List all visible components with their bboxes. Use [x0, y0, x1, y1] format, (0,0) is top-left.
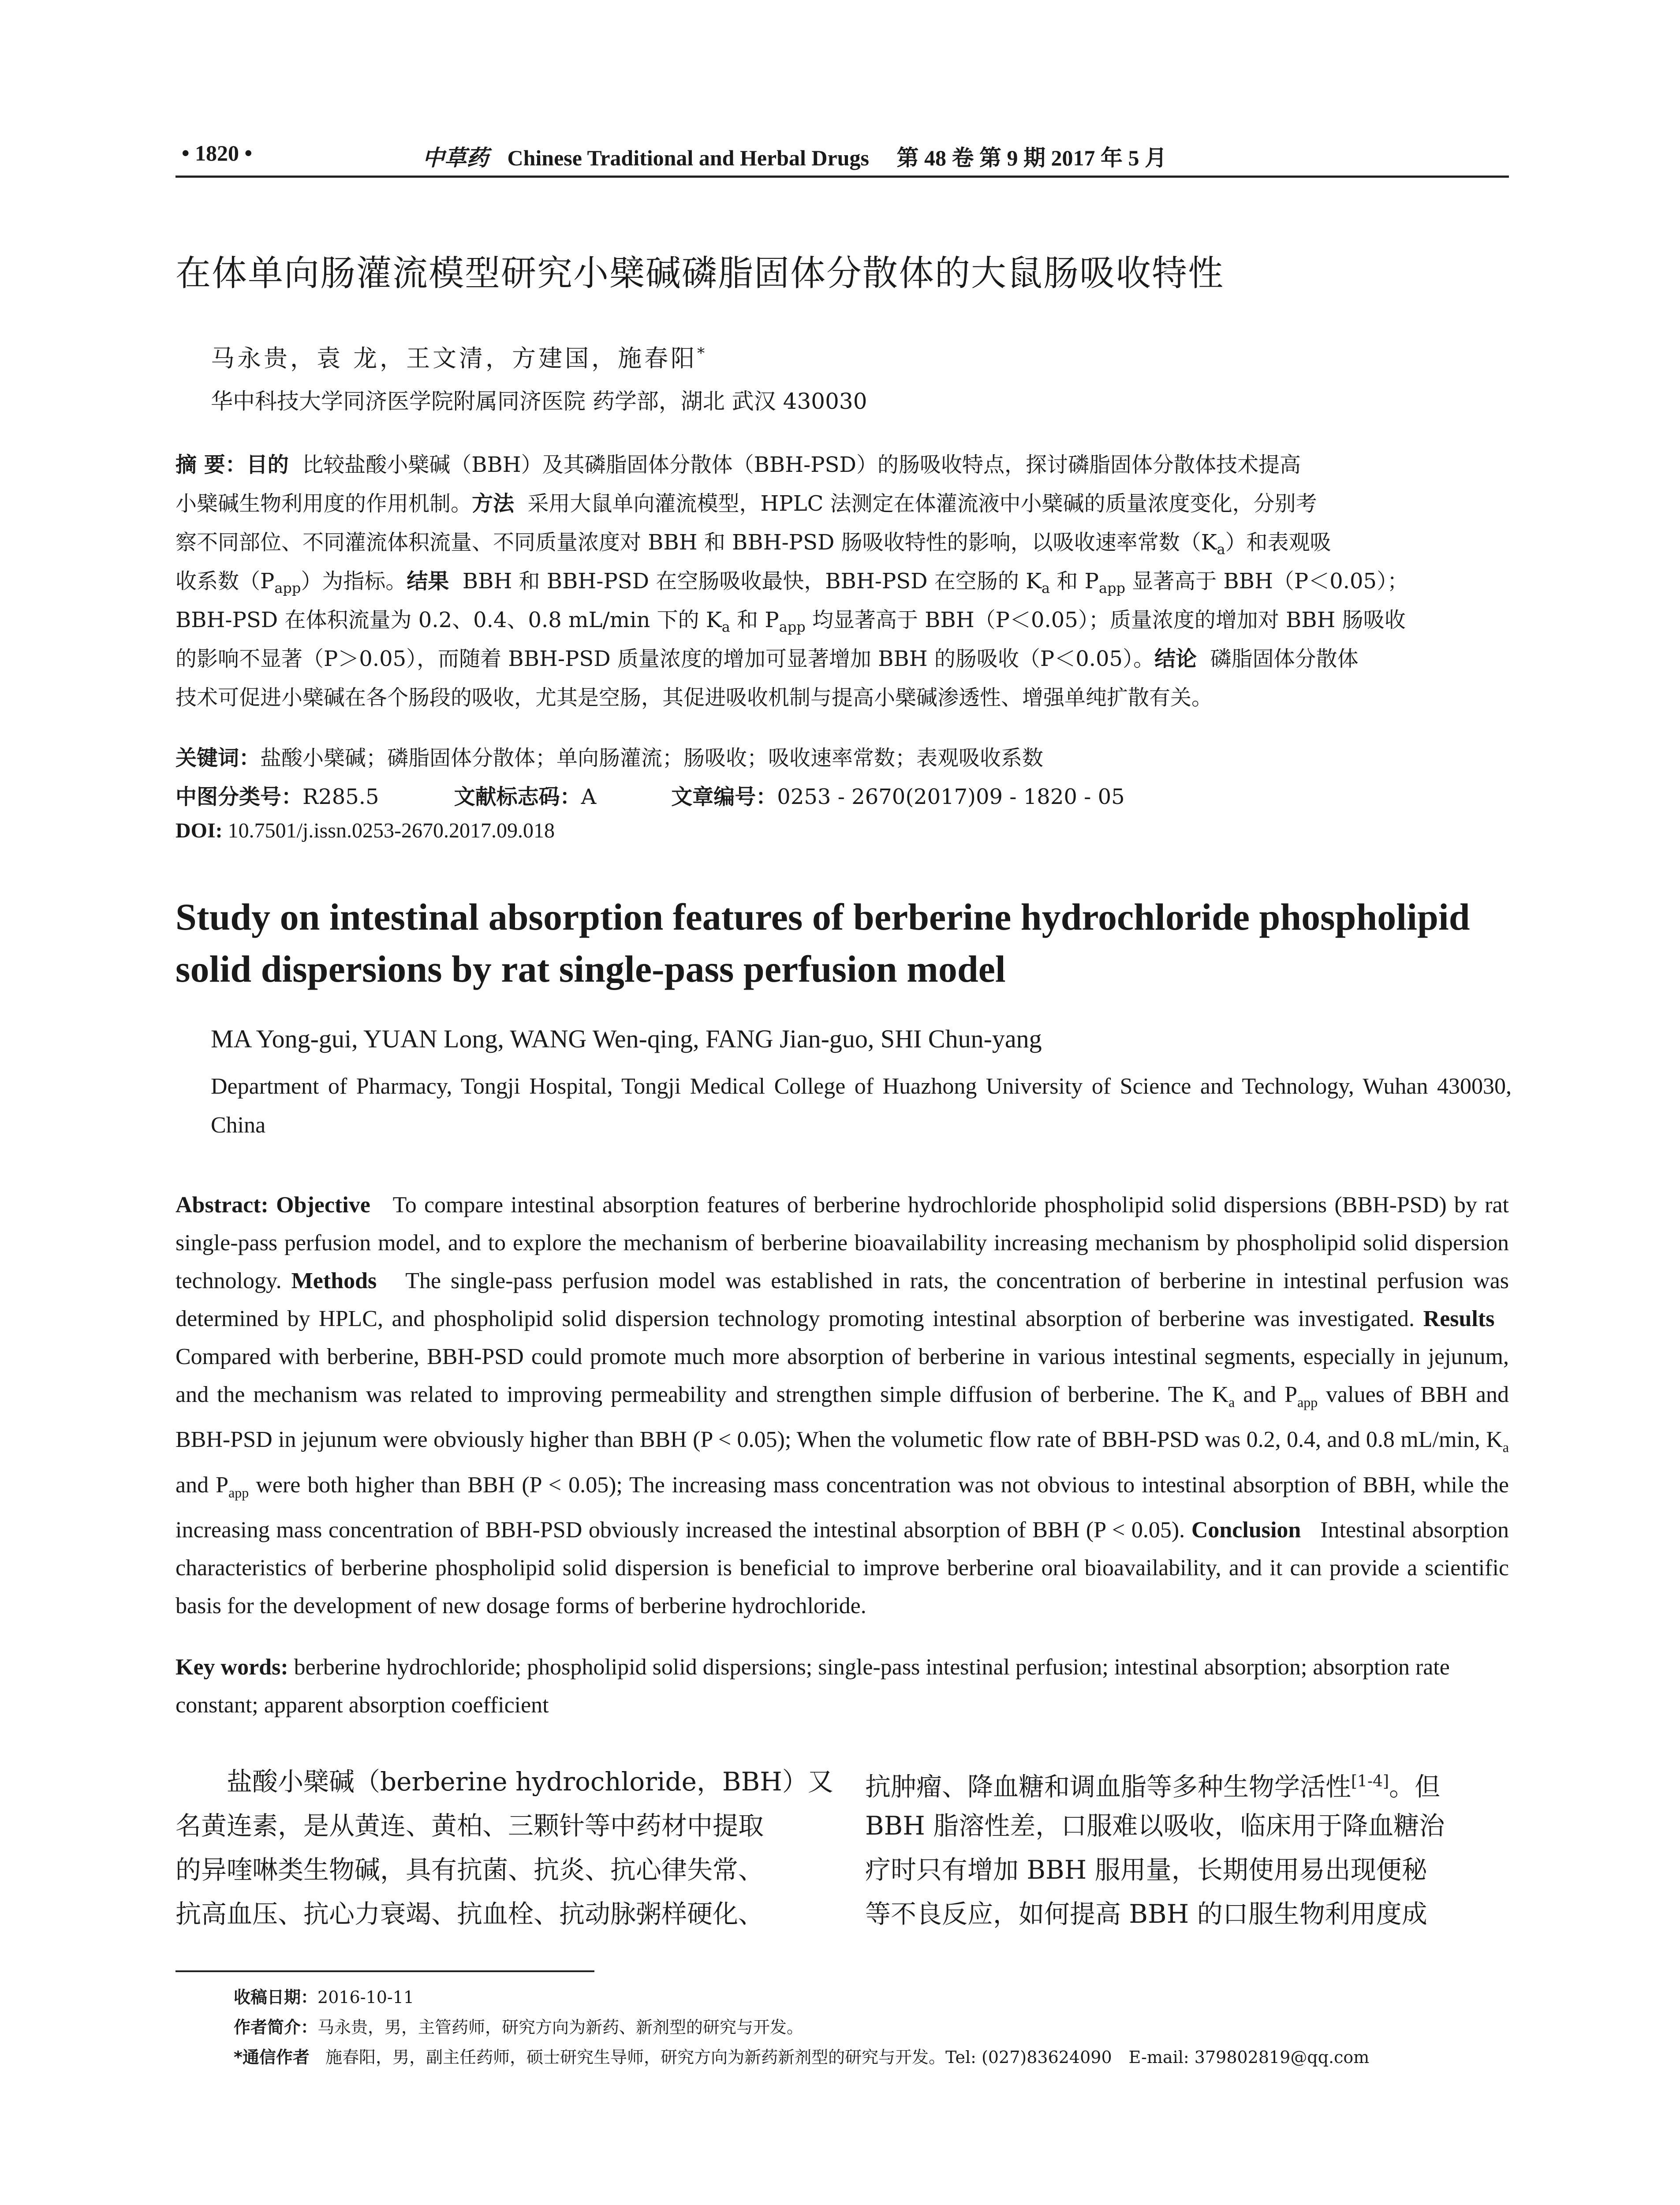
- abstract-label-en: Abstract:: [175, 1192, 269, 1218]
- abstract-cn-line: 和 P: [1050, 569, 1099, 594]
- subscript: a: [1502, 1439, 1509, 1455]
- conclusion-label-cn: 结论: [1154, 647, 1197, 671]
- subscript: app: [1098, 579, 1125, 597]
- body-column-left: [175, 1760, 833, 1936]
- abstract-cn-line: BBH-PSD 在体积流量为 0.2、0.4、0.8 mL/min 下的 K: [175, 608, 722, 632]
- body-line: 名黄连素，是从黄连、黄柏、三颗针等中药材中提取: [175, 1811, 764, 1841]
- authors-en: MA Yong-gui, YUAN Long, WANG Wen-qing, FANG Jian-guo, SHI Chun-yang: [211, 1024, 1042, 1053]
- abstract-cn-line: ）为指标。: [301, 569, 407, 594]
- abstract-cn-line: 比较盐酸小檗碱（BBH）及其磷脂固体分散体（BBH-PSD）的肠吸收特点，探讨磷脂固体分散体技术提高: [302, 452, 1301, 477]
- subscript: app: [1297, 1394, 1318, 1410]
- abstract-cn-line: 收系数（P: [175, 569, 275, 594]
- abstract-cn-line: BBH 和 BBH-PSD 在空肠吸收最快，BBH-PSD 在空肠的 K: [462, 569, 1042, 594]
- clc-code: R285.5: [302, 785, 379, 809]
- article-title-cn: 在体单向肠灌流模型研究小檗碱磷脂固体分散体的大鼠肠吸收特性: [175, 253, 1224, 294]
- journal-name-cn: 中草药: [422, 145, 489, 171]
- keywords-label-cn: 关键词：: [175, 746, 261, 770]
- page-number: • 1820 •: [182, 141, 253, 165]
- subscript: a: [1217, 541, 1225, 558]
- keywords-cn: [175, 741, 1043, 771]
- abstract-cn-line: 小檗碱生物利用度的作用机制。: [175, 491, 472, 516]
- affiliation-en: Department of Pharmacy, Tongji Hospital, Tongji Medical College of Huazhong University of Science and Technology, Wuhan 430030, China: [211, 1074, 1512, 1138]
- abstract-cn-line: 察不同部位、不同灌流体积流量、不同质量浓度对 BBH 和 BBH-PSD 肠吸收特性的影响，以吸收速率常数（K: [175, 530, 1217, 555]
- article-no: 0253 - 2670(2017)09 - 1820 - 05: [777, 785, 1125, 809]
- subscript: app: [779, 618, 806, 635]
- abstract-cn-line: 的影响不显著（P＞0.05），而随着 BBH-PSD 质量浓度的增加可显著增加 BBH 的肠吸收（P＜0.05）。: [175, 647, 1155, 671]
- abstract-cn-line: 和 P: [730, 608, 779, 632]
- authors-cn-text: 马永贵，袁 龙，王文清，方建国，施春阳: [211, 344, 698, 372]
- results-label-cn: 结果: [407, 569, 449, 594]
- doi-label: DOI:: [175, 819, 223, 842]
- results-text-en: values of BBH and BBH-PSD in jejunum were obviously higher than BBH (P < 0.05); When the volumetic flow rate of BBH-PSD was 0.2, 0.4, and 0.8 mL/min, K: [175, 1382, 1509, 1453]
- footnote-author-bio: [234, 2014, 803, 2038]
- abstract-en: [175, 1186, 1509, 1625]
- abstract-cn-line: 显著高于 BBH（P＜0.05）；: [1125, 569, 1409, 594]
- keywords-en: [175, 1648, 1509, 1724]
- doc-code-label: 文献标志码：: [454, 785, 581, 809]
- subscript: app: [228, 1484, 249, 1501]
- methods-label-cn: 方法: [472, 491, 515, 516]
- body-line: 疗时只有增加 BBH 服用量，长期使用易出现便秘: [865, 1855, 1427, 1885]
- abstract-cn-line: 均显著高于 BBH（P＜0.05）；质量浓度的增加对 BBH 肠吸收: [805, 608, 1406, 632]
- corresponding-mark: *: [697, 344, 708, 362]
- subscript: a: [1228, 1394, 1235, 1410]
- authors-cn: [211, 340, 707, 374]
- body-text: 抗肿瘤、降血糖和调血脂等多种生物学活性: [865, 1771, 1351, 1802]
- doi-line: [175, 818, 555, 843]
- abstract-cn: [175, 445, 1509, 717]
- journal-line: [422, 140, 1167, 172]
- results-text-en: were both higher than BBH (P < 0.05); The increasing mass concentration was not obvious to intestinal absorption of BBH, while the increasing mass concentration of BBH-PSD obviously increased the intestinal absorption of BBH (P < 0.05).: [175, 1472, 1509, 1543]
- doc-code: A: [581, 785, 597, 809]
- abstract-cn-line: 采用大鼠单向灌流模型，HPLC 法测定在体灌流液中小檗碱的质量浓度变化，分别考: [527, 491, 1317, 516]
- received-date: 2016-10-11: [317, 1988, 414, 2007]
- body-line: 的异喹啉类生物碱，具有抗菌、抗炎、抗心律失常、: [175, 1855, 764, 1885]
- journal-issue: 第 48 卷 第 9 期 2017 年 5 月: [896, 146, 1167, 170]
- affiliation-cn: 华中科技大学同济医学院附属同济医院 药学部，湖北 武汉 430030: [211, 389, 867, 414]
- received-label: 收稿日期：: [234, 1988, 318, 2007]
- article-title-en: Study on intestinal absorption features of berberine hydrochloride phospholipid solid dispersions by rat single-pass perfusion model: [175, 896, 1470, 990]
- body-line: BBH 脂溶性差，口服难以吸收，临床用于降血糖治: [865, 1811, 1445, 1841]
- footnote-rule: [175, 1970, 594, 1972]
- clc-label: 中图分类号：: [175, 785, 303, 809]
- bio-label: 作者简介：: [234, 2018, 318, 2037]
- results-text-en: and P: [175, 1472, 229, 1498]
- journal-name-en: Chinese Traditional and Herbal Drugs: [507, 146, 869, 170]
- abstract-cn-line: 磷脂固体分散体: [1210, 647, 1359, 671]
- subscript: app: [274, 579, 301, 597]
- citation-ref: [1-4]: [1351, 1772, 1389, 1790]
- keywords-label-en: Key words:: [175, 1655, 288, 1680]
- corr-text: 施春阳，男，副主任药师，硕士研究生导师，研究方向为新药新剂型的研究与开发。Tel: (027)83624090 E-mail: 379802819@qq.com: [325, 2048, 1370, 2067]
- footnote-received: [234, 1984, 414, 2008]
- methods-text-en: The single-pass perfusion model was established in rats, the concentration of berberine in intestinal perfusion was determined by HPLC, and phospholipid solid dispersion technology promoting intestinal absorption of berberine was investigated.: [175, 1268, 1509, 1331]
- subscript: a: [1042, 579, 1050, 597]
- objective-text-en: To compare intestinal absorption features of berberine hydrochloride phospholipid solid dispersions (BBH-PSD) by rat single-pass perfusion model, and to explore the mechanism of berberine bioavailability increasing mechanism by phospholipid solid dispersion technology.: [175, 1192, 1509, 1293]
- objective-label-cn: 目的: [246, 452, 289, 477]
- abstract-cn-line: ）和表观吸: [1225, 530, 1331, 555]
- running-header: [175, 140, 1509, 178]
- methods-label-en: Methods: [291, 1268, 377, 1293]
- body-line: 盐酸小檗碱（berberine hydrochloride，BBH）又: [175, 1767, 833, 1797]
- abstract-label-cn: 摘 要：: [175, 452, 246, 477]
- body-text: 。但: [1389, 1771, 1441, 1802]
- keywords-cn-text: 盐酸小檗碱；磷脂固体分散体；单向肠灌流；肠吸收；吸收速率常数；表观吸收系数: [260, 746, 1044, 770]
- bio-text: 马永贵，男，主管药师，研究方向为新药、新剂型的研究与开发。: [317, 2018, 804, 2037]
- results-label-en: Results: [1423, 1306, 1495, 1331]
- body-line: 等不良反应，如何提高 BBH 的口服生物利用度成: [865, 1899, 1427, 1929]
- results-text-en: Compared with berberine, BBH-PSD could promote much more absorption of berberine in various intestinal segments, especially in jejunum, and the mechanism was related to improving permeability and strengthen simple diffusion of berberine. The K: [175, 1344, 1509, 1407]
- classification-line: [175, 780, 1125, 810]
- body-line: 抗高血压、抗心力衰竭、抗血栓、抗动脉粥样硬化、: [175, 1899, 764, 1929]
- conclusion-label-en: Conclusion: [1191, 1517, 1301, 1543]
- keywords-en-text: berberine hydrochloride; phospholipid solid dispersions; single-pass intestinal perfusion; intestinal absorption; absorption rate constant; apparent absorption coefficient: [175, 1655, 1450, 1718]
- abstract-cn-line: 技术可促进小檗碱在各个肠段的吸收，尤其是空肠，其促进吸收机制与提高小檗碱渗透性、增强单纯扩散有关。: [175, 685, 1213, 710]
- article-no-label: 文章编号：: [671, 785, 777, 809]
- body-column-right: [865, 1760, 1509, 1936]
- corr-label: *通信作者: [234, 2048, 310, 2067]
- results-text-en: and P: [1235, 1382, 1298, 1407]
- footnote-corresponding: [234, 2044, 1369, 2068]
- doi-value: 10.7501/j.issn.0253-2670.2017.09.018: [228, 819, 555, 842]
- subscript: a: [721, 618, 730, 635]
- conclusion-text-en: Intestinal absorption characteristics of berberine phospholipid solid dispersion is beneficial to improve berberine oral bioavailability, and it can provide a scientific basis for the development of new dosage forms of berberine hydrochloride.: [175, 1517, 1509, 1619]
- objective-label-en: Objective: [276, 1192, 370, 1218]
- body-line: [865, 1760, 1509, 1804]
